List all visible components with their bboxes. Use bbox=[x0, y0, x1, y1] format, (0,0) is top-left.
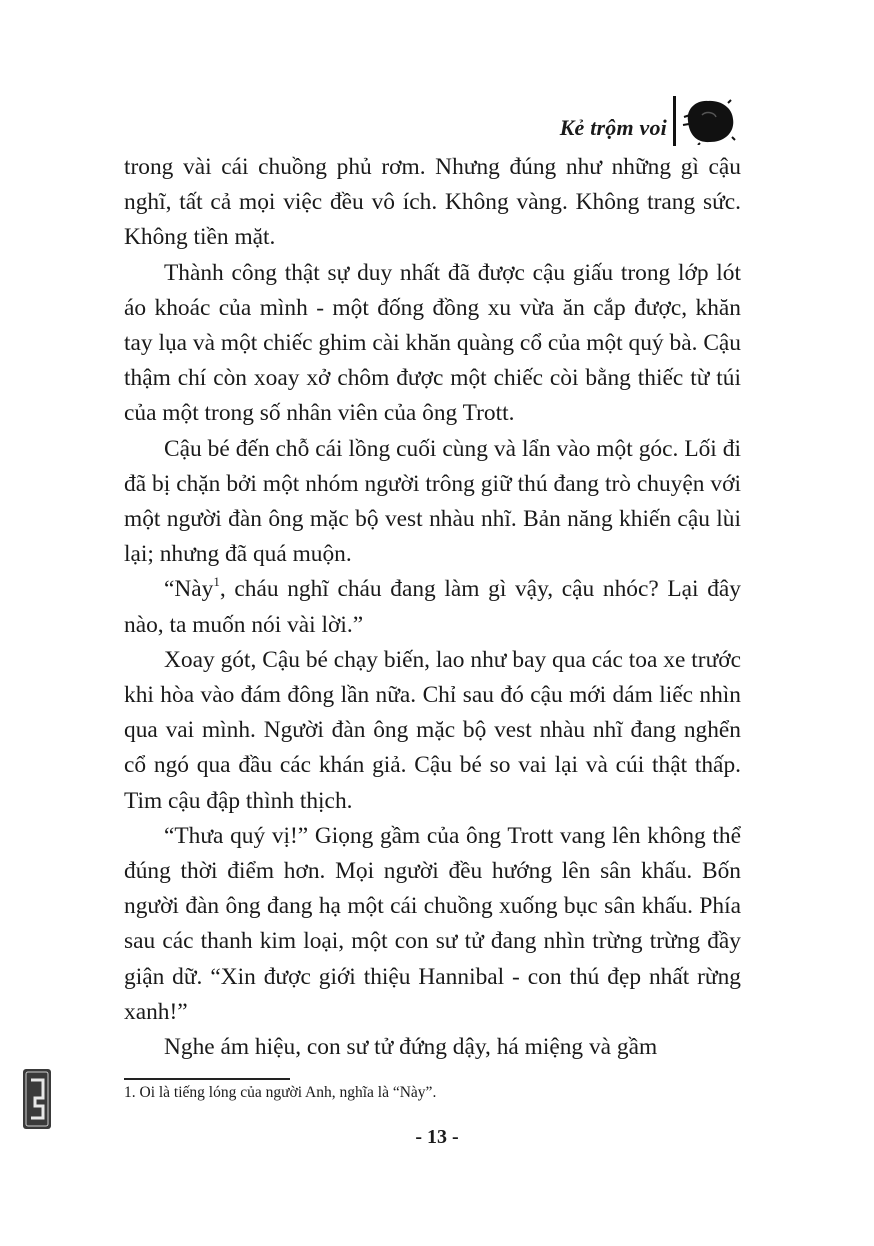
paragraph: “Thưa quý vị!” Giọng gầm của ông Trott vang lên không thể đúng thời điểm hơn. Mọi người đều hướng lên sân khấu. Bốn người đàn ông đang hạ một cái chuồng xuống bục sân khấu. Phía sau các thanh kim loại, một con sư tử đang nhìn trừng trừng đầy giận dữ. “Xin được giới thiệu Hannibal - con thú đẹp nhất rừng xanh!” bbox=[124, 822, 741, 1025]
paragraph-text: , cháu nghĩ cháu đang làm gì vậy, cậu nhóc? Lại đây nào, ta muốn nói vài lời.” bbox=[124, 576, 741, 638]
body-text bbox=[124, 150, 741, 1065]
page-number: - 13 - bbox=[415, 1126, 459, 1148]
paragraph bbox=[124, 572, 741, 642]
paragraph: trong vài cái chuồng phủ rơm. Nhưng đúng như những gì cậu nghĩ, tất cả mọi việc đều vô ích. Không vàng. Không trang sức. Không tiền mặt. bbox=[124, 154, 741, 251]
footnote-divider bbox=[124, 1078, 290, 1080]
paragraph: Xoay gót, Cậu bé chạy biến, lao như bay qua các toa xe trước khi hòa vào đám đông lần nữa. Chỉ sau đó cậu mới dám liếc nhìn qua vai mình. Người đàn ông mặc bộ vest nhàu nhĩ đang nghển cổ ngó qua đầu các khán giả. Cậu bé so vai lại và cúi thật thấp. Tim cậu đập thình thịch. bbox=[124, 646, 741, 814]
paragraph: Cậu bé đến chỗ cái lồng cuối cùng và lẩn vào một góc. Lối đi đã bị chặn bởi một nhóm người trông giữ thú đang trò chuyện với một người đàn ông mặc bộ vest nhàu nhĩ. Bản năng khiến cậu lùi lại; nhưng đã quá muộn. bbox=[124, 435, 741, 568]
footnote: 1. Oi là tiếng lóng của người Anh, nghĩa là “Này”. bbox=[124, 1084, 437, 1101]
paragraph: Thành công thật sự duy nhất đã được cậu giấu trong lớp lót áo khoác của mình - một đống đồng xu vừa ăn cắp được, khăn tay lụa và một chiếc ghim cài khăn quàng cổ của một quý bà. Cậu thậm chí còn xoay xở chôm được một chiếc còi bằng thiếc từ túi của một trong số nhân viên của ông Trott. bbox=[124, 259, 741, 427]
footnote-marker: 1 bbox=[213, 573, 220, 589]
paragraph-text: “Này bbox=[164, 576, 214, 603]
header-divider bbox=[673, 96, 676, 146]
publisher-logo-icon bbox=[22, 1068, 52, 1130]
running-title: Kẻ trộm voi bbox=[559, 115, 667, 140]
running-header bbox=[560, 96, 736, 146]
paragraph: Nghe ám hiệu, con sư tử đứng dậy, há miệng và gầm bbox=[164, 1034, 658, 1061]
ink-blob-icon bbox=[680, 97, 736, 145]
